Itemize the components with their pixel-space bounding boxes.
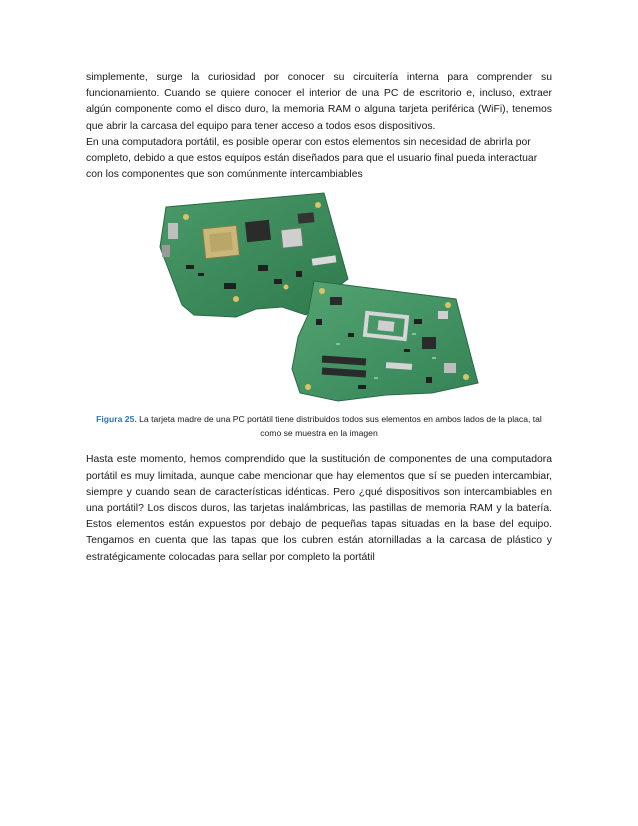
paragraph-3: Hasta este momento, hemos comprendido que la sustitución de componentes de una computadora portátil es muy limitada, aunque cabe mencionar que hay elementos que sí se pueden intercambiar, siempre y cuando sean de características idénticas. Pero ¿qué dispositivos son intercambiables en una portátil? Los discos duros, las tarjetas inalámbricas, las pastillas de memoria RAM y la batería. Estos elementos están expuestos por debajo de pequeñas tapas situadas en la base del equipo. Tengamos en cuenta que las tapas que los cubren están atornilladas a la carcasa de plástico y estratégicamente colocadas para sellar por completo la portátil [86, 454, 552, 563]
figure-label: Figura 25. [96, 414, 137, 425]
body-section [86, 452, 552, 565]
motherboard-bottom-side [292, 281, 478, 401]
paragraph-2: En una computadora portátil, es posible operar con estos elementos sin necesidad de abrirla por completo, debido a que estos equipos están diseñados para que el usuario final pueda interactuar con los componentes que son comúnmente intercambiables [86, 136, 538, 181]
document-page [86, 70, 552, 566]
motherboard-photo [86, 187, 552, 407]
paragraph-1: simplemente, surge la curiosidad por conocer su circuitería interna para comprender su funcionamiento. Cuando se quiere conocer el interior de una PC de escritorio e, incluso, extraer algún componente como el disco duro, la memoria RAM o alguna tarjeta periférica (WiFi), tenemos que abrir la carcasa del equipo para tener acceso a todos esos dispositivos. [86, 72, 552, 132]
figure-caption [86, 413, 552, 440]
motherboard-figure [86, 187, 552, 407]
figure-caption-text: La tarjeta madre de una PC portátil tiene distribuidos todos sus elementos en ambos lados de la placa, tal como se muestra en la imagen [139, 414, 542, 438]
